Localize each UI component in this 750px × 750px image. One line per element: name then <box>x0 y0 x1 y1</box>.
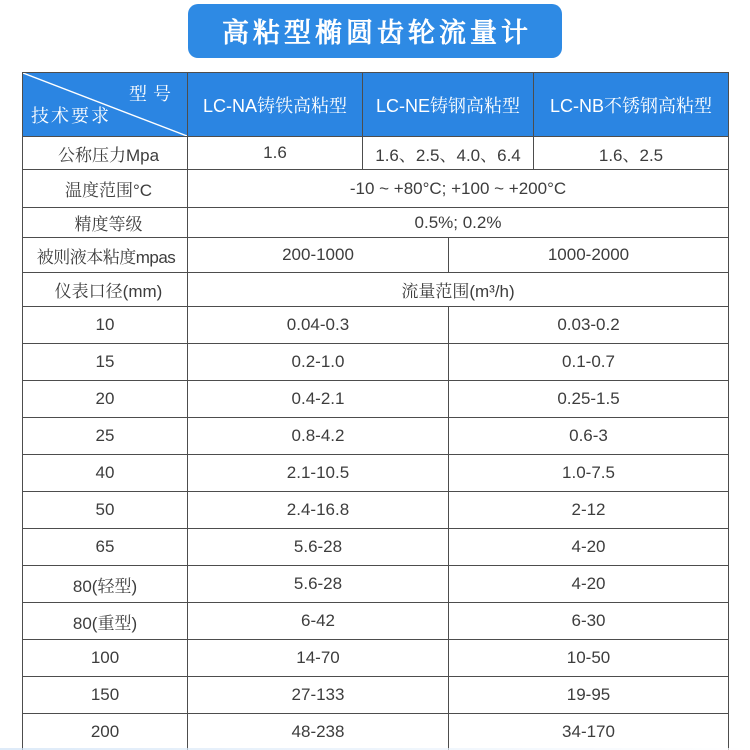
page <box>0 4 750 750</box>
corner-label-model: 型号 <box>129 84 177 104</box>
corner-label-tech-req: 技术要求 <box>31 106 111 126</box>
row-label-temperature: 温度范围°C <box>23 170 188 208</box>
flow-range-cell: 34-170 <box>449 714 729 750</box>
row-pressure <box>23 137 729 170</box>
table-row-dn80-heavy <box>23 603 729 640</box>
col-header-lc-ne: LC-NE铸钢高粘型 <box>363 73 534 137</box>
flow-range-cell: 2.4-16.8 <box>188 492 449 529</box>
table-row-dn65 <box>23 529 729 566</box>
flow-range-cell: 0.4-2.1 <box>188 381 449 418</box>
diameter-cell: 200 <box>23 714 188 750</box>
page-title: 高粘型椭圆齿轮流量计 <box>188 4 562 58</box>
flow-range-cell: 0.6-3 <box>449 418 729 455</box>
row-bore-header <box>23 273 729 307</box>
flow-range-cell: 19-95 <box>449 677 729 714</box>
diameter-cell: 80(重型) <box>23 603 188 640</box>
diameter-cell: 65 <box>23 529 188 566</box>
table-row-dn10 <box>23 307 729 344</box>
flow-range-cell: 0.1-0.7 <box>449 344 729 381</box>
table-row-dn80-light <box>23 566 729 603</box>
table-row-dn40 <box>23 455 729 492</box>
viscosity-range-high: 1000-2000 <box>449 238 729 273</box>
row-label-viscosity: 被则液本粘度mpas <box>23 238 188 273</box>
diameter-cell: 20 <box>23 381 188 418</box>
pressure-lc-ne: 1.6、2.5、4.0、6.4 <box>363 137 534 170</box>
flow-range-cell: 6-30 <box>449 603 729 640</box>
row-temperature <box>23 170 729 208</box>
col-header-lc-na: LC-NA铸铁高粘型 <box>188 73 363 137</box>
row-label-bore: 仪表口径(mm) <box>23 273 188 307</box>
pressure-lc-nb: 1.6、2.5 <box>534 137 729 170</box>
row-accuracy <box>23 208 729 238</box>
flow-range-cell: 4-20 <box>449 529 729 566</box>
flow-range-cell: 2.1-10.5 <box>188 455 449 492</box>
diameter-cell: 10 <box>23 307 188 344</box>
flow-range-cell: 4-20 <box>449 566 729 603</box>
flow-range-cell: 1.0-7.5 <box>449 455 729 492</box>
table-row-dn15 <box>23 344 729 381</box>
diameter-cell: 40 <box>23 455 188 492</box>
viscosity-range-low: 200-1000 <box>188 238 449 273</box>
flow-range-cell: 5.6-28 <box>188 529 449 566</box>
pressure-lc-na: 1.6 <box>188 137 363 170</box>
flow-range-cell: 6-42 <box>188 603 449 640</box>
table-row-dn100 <box>23 640 729 677</box>
flow-range-cell: 2-12 <box>449 492 729 529</box>
flow-range-cell: 5.6-28 <box>188 566 449 603</box>
row-label-accuracy: 精度等级 <box>23 208 188 238</box>
flow-range-cell: 48-238 <box>188 714 449 750</box>
table-row-dn20 <box>23 381 729 418</box>
diameter-cell: 80(轻型) <box>23 566 188 603</box>
row-viscosity <box>23 238 729 273</box>
flow-range-cell: 0.25-1.5 <box>449 381 729 418</box>
corner-header-cell <box>23 73 188 137</box>
table-row-dn200 <box>23 714 729 750</box>
flow-range-cell: 0.03-0.2 <box>449 307 729 344</box>
row-label-pressure: 公称压力Mpa <box>23 137 188 170</box>
table-header-row <box>23 73 729 137</box>
diameter-cell: 25 <box>23 418 188 455</box>
temperature-value: -10 ~ +80°C; +100 ~ +200°C <box>188 170 729 208</box>
col-header-lc-nb: LC-NB不锈钢高粘型 <box>534 73 729 137</box>
flow-range-cell: 0.04-0.3 <box>188 307 449 344</box>
table-row-dn150 <box>23 677 729 714</box>
accuracy-value: 0.5%; 0.2% <box>188 208 729 238</box>
flow-range-cell: 27-133 <box>188 677 449 714</box>
spec-table <box>22 72 729 750</box>
flow-range-cell: 14-70 <box>188 640 449 677</box>
flow-range-header: 流量范围(m³/h) <box>188 273 729 307</box>
diameter-cell: 15 <box>23 344 188 381</box>
table-row-dn50 <box>23 492 729 529</box>
flow-range-cell: 0.8-4.2 <box>188 418 449 455</box>
diameter-cell: 150 <box>23 677 188 714</box>
diameter-cell: 100 <box>23 640 188 677</box>
flow-range-cell: 10-50 <box>449 640 729 677</box>
table-row-dn25 <box>23 418 729 455</box>
diameter-cell: 50 <box>23 492 188 529</box>
flow-range-cell: 0.2-1.0 <box>188 344 449 381</box>
